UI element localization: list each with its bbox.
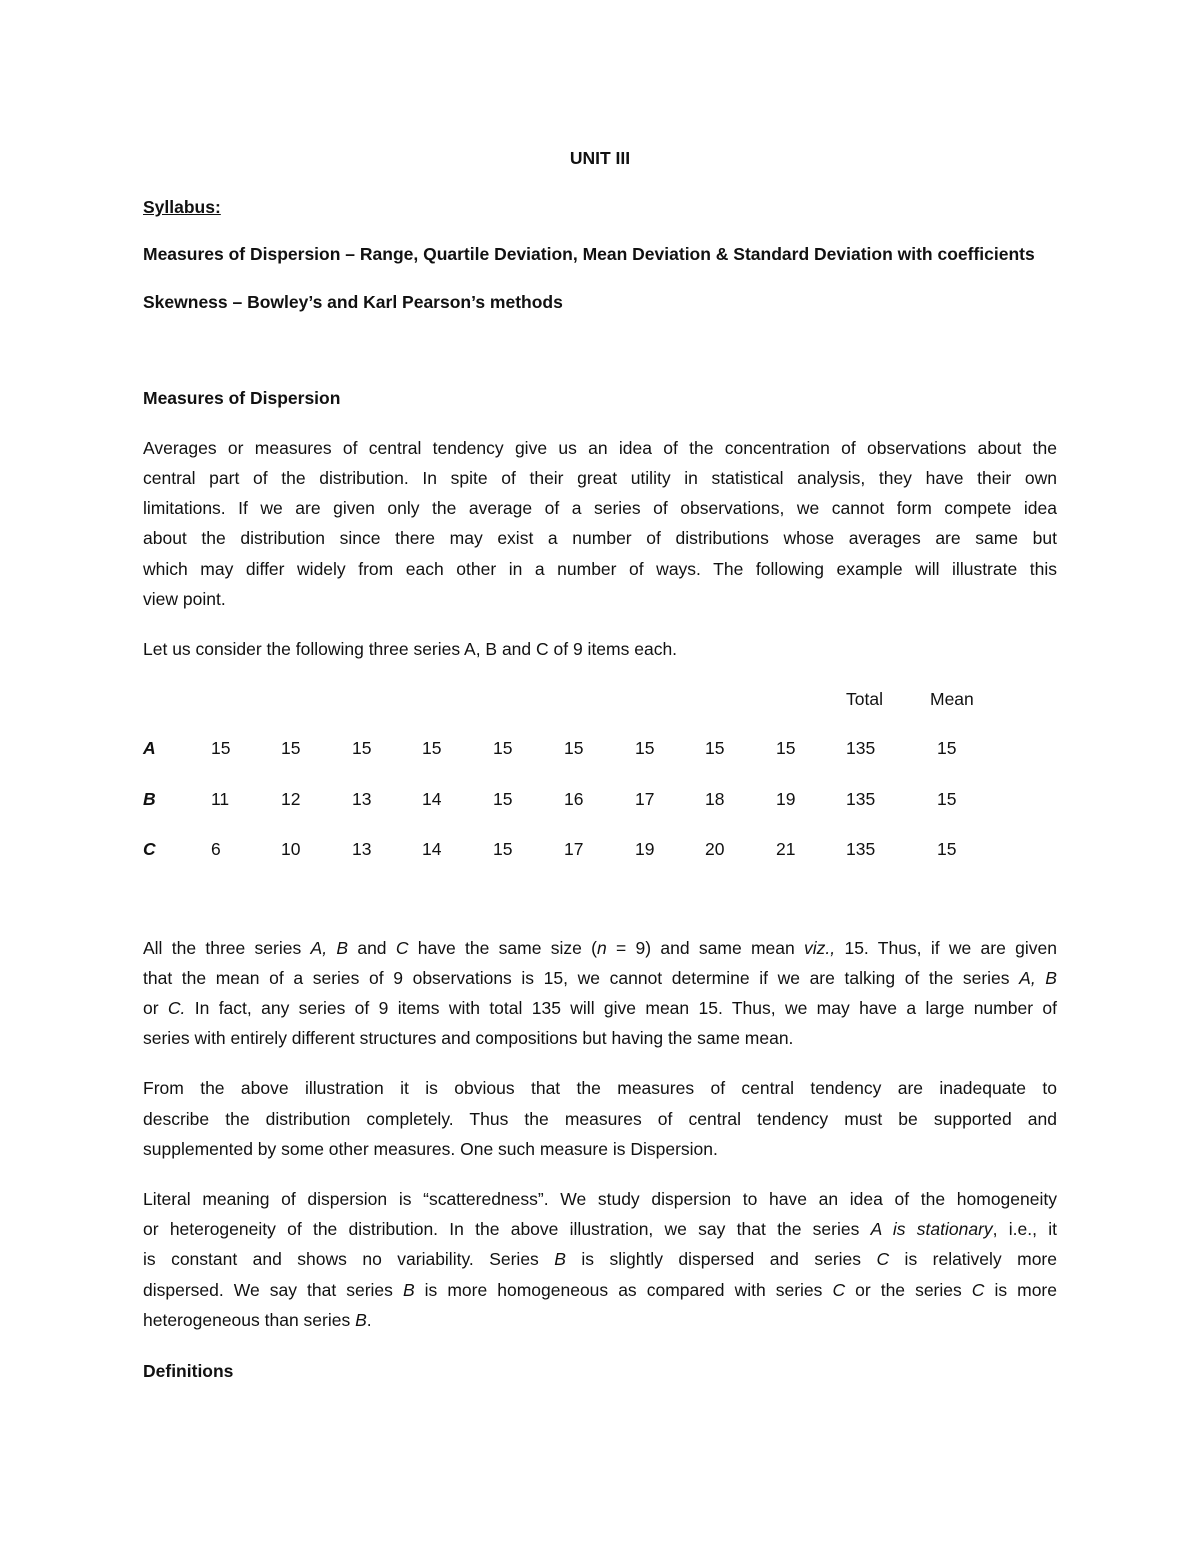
- paragraph-line: view point.: [143, 589, 226, 609]
- table-cell: 17: [635, 789, 655, 809]
- table-cell: 16: [564, 789, 584, 809]
- paragraph-line: that the mean of a series of 9 observations is 15, we cannot determine if we are talking of the series A, B: [143, 968, 1057, 988]
- paragraph-line: All the three series A, B and C have the same size (n = 9) and same mean viz., 15. Thus, if we are given: [143, 938, 1057, 958]
- table-cell: 15: [564, 738, 584, 758]
- paragraph-line: heterogeneous than series B.: [143, 1310, 372, 1330]
- paragraph-line: about the distribution since there may exist a number of distributions whose averages are same but: [143, 528, 1057, 548]
- table-cell: 6: [211, 839, 221, 859]
- table-cell: 15: [211, 738, 231, 758]
- paragraph-line: Literal meaning of dispersion is “scatteredness”. We study dispersion to have an idea of the homogeneity: [143, 1189, 1057, 1209]
- total-cell: 135: [846, 738, 876, 758]
- table-cell: 15: [493, 738, 513, 758]
- paragraph-line: limitations. If we are given only the average of a series of observations, we cannot form compete idea: [143, 498, 1057, 518]
- table-cell: 15: [493, 789, 513, 809]
- table-cell: 18: [705, 789, 725, 809]
- table-cell: 13: [352, 789, 372, 809]
- syllabus-line-2: Skewness – Bowley’s and Karl Pearson’s methods: [143, 292, 563, 312]
- table-cell: 21: [776, 839, 796, 859]
- table-cell: 20: [705, 839, 725, 859]
- table-cell: 15: [352, 738, 372, 758]
- table-cell: 14: [422, 839, 442, 859]
- header-total: Total: [846, 689, 883, 709]
- table-cell: 12: [281, 789, 301, 809]
- table-cell: 11: [211, 789, 230, 809]
- table-cell: 19: [776, 789, 796, 809]
- paragraph-line: describe the distribution completely. Thus the measures of central tendency must be supported and: [143, 1109, 1057, 1129]
- table-cell: 13: [352, 839, 372, 859]
- paragraph-line: or heterogeneity of the distribution. In the above illustration, we say that the series A is stationary, i.e., it: [143, 1219, 1057, 1239]
- table-cell: 15: [281, 738, 301, 758]
- mean-cell: 15: [937, 789, 957, 809]
- paragraph-line: dispersed. We say that series B is more homogeneous as compared with series C or the series C is more: [143, 1280, 1057, 1300]
- mean-cell: 15: [937, 738, 957, 758]
- unit-title: UNIT III: [569, 148, 631, 168]
- paragraph-line: central part of the distribution. In spite of their great utility in statistical analysis, they have their own: [143, 468, 1057, 488]
- table-cell: 10: [281, 839, 301, 859]
- syllabus-line-1: Measures of Dispersion – Range, Quartile Deviation, Mean Deviation & Standard Deviation with coefficients: [143, 244, 1035, 264]
- table-cell: 15: [493, 839, 513, 859]
- paragraph-line: series with entirely different structures and compositions but having the same mean.: [143, 1028, 794, 1048]
- definitions-heading: Definitions: [143, 1361, 234, 1381]
- paragraph-line: which may differ widely from each other in a number of ways. The following example will illustrate this: [143, 559, 1057, 579]
- paragraph-line: From the above illustration it is obvious that the measures of central tendency are inadequate to: [143, 1078, 1057, 1098]
- header-mean: Mean: [930, 689, 974, 709]
- row-label: C: [143, 839, 156, 859]
- intro-line: Let us consider the following three series A, B and C of 9 items each.: [143, 639, 678, 659]
- paragraph-line: Averages or measures of central tendency give us an idea of the concentration of observations about the: [143, 438, 1057, 458]
- total-cell: 135: [846, 789, 876, 809]
- table-cell: 14: [422, 789, 442, 809]
- table-cell: 19: [635, 839, 655, 859]
- syllabus-heading: Syllabus:: [143, 197, 221, 217]
- table-cell: 15: [635, 738, 655, 758]
- row-label: A: [143, 738, 156, 758]
- table-cell: 15: [422, 738, 442, 758]
- table-cell: 15: [705, 738, 725, 758]
- paragraph-line: supplemented by some other measures. One such measure is Dispersion.: [143, 1139, 718, 1159]
- row-label: B: [143, 789, 156, 809]
- table-cell: 15: [776, 738, 796, 758]
- section-heading-dispersion: Measures of Dispersion: [143, 388, 341, 408]
- mean-cell: 15: [937, 839, 957, 859]
- paragraph-line: is constant and shows no variability. Series B is slightly dispersed and series C is relatively more: [143, 1249, 1057, 1269]
- paragraph-line: or C. In fact, any series of 9 items with total 135 will give mean 15. Thus, we may have a large number of: [143, 998, 1057, 1018]
- table-cell: 17: [564, 839, 584, 859]
- total-cell: 135: [846, 839, 876, 859]
